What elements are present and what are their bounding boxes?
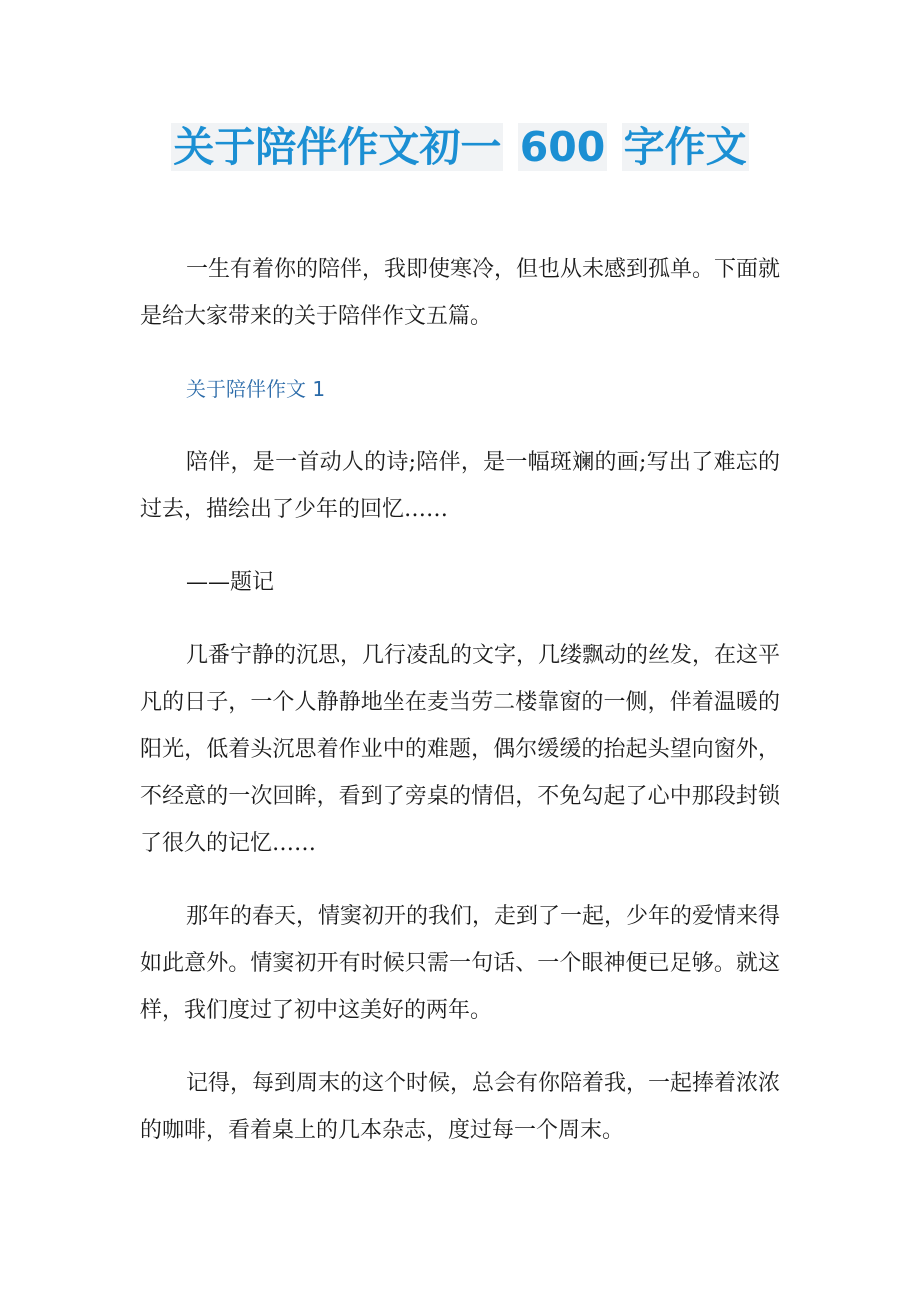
epigraph-signature: ——题记 — [186, 570, 275, 595]
title-part-2: 600 — [519, 123, 606, 171]
paragraph-1: 陪伴，是一首动人的诗;陪伴，是一幅斑斓的画;写出了难忘的过去，描绘出了少年的回忆…… — [140, 450, 780, 522]
intro-paragraph: 一生有着你的陪伴，我即使寒冷，但也从未感到孤单。下面就是给大家带来的关于陪伴作文五篇。 — [140, 257, 781, 329]
page-title — [0, 118, 920, 176]
title-part-3: 字作文 — [623, 123, 747, 171]
title-part-1: 关于陪伴作文初一 — [173, 123, 502, 171]
paragraph-3: 那年的春天，情窦初开的我们，走到了一起，少年的爱情来得如此意外。情窦初开有时候只需一句话、一个眼神便已足够。就这样，我们度过了初中这美好的两年。 — [140, 904, 781, 1023]
paragraph-4: 记得，每到周末的这个时候，总会有你陪着我，一起捧着浓浓的咖啡，看着桌上的几本杂志，度过每一个周末。 — [140, 1071, 781, 1143]
paragraph-2: 几番宁静的沉思，几行凌乱的文字，几缕飘动的丝发，在这平凡的日子，一个人静静地坐在麦当劳二楼靠窗的一侧，伴着温暖的阳光，低着头沉思着作业中的难题，偶尔缓缓的抬起头望向窗外，不经意的一次回眸，看到了旁桌的情侣，不免勾起了心中那段封锁了很久的记忆…… — [140, 643, 781, 856]
section-heading: 关于陪伴作文 1 — [186, 377, 326, 401]
document-body — [140, 246, 780, 1180]
